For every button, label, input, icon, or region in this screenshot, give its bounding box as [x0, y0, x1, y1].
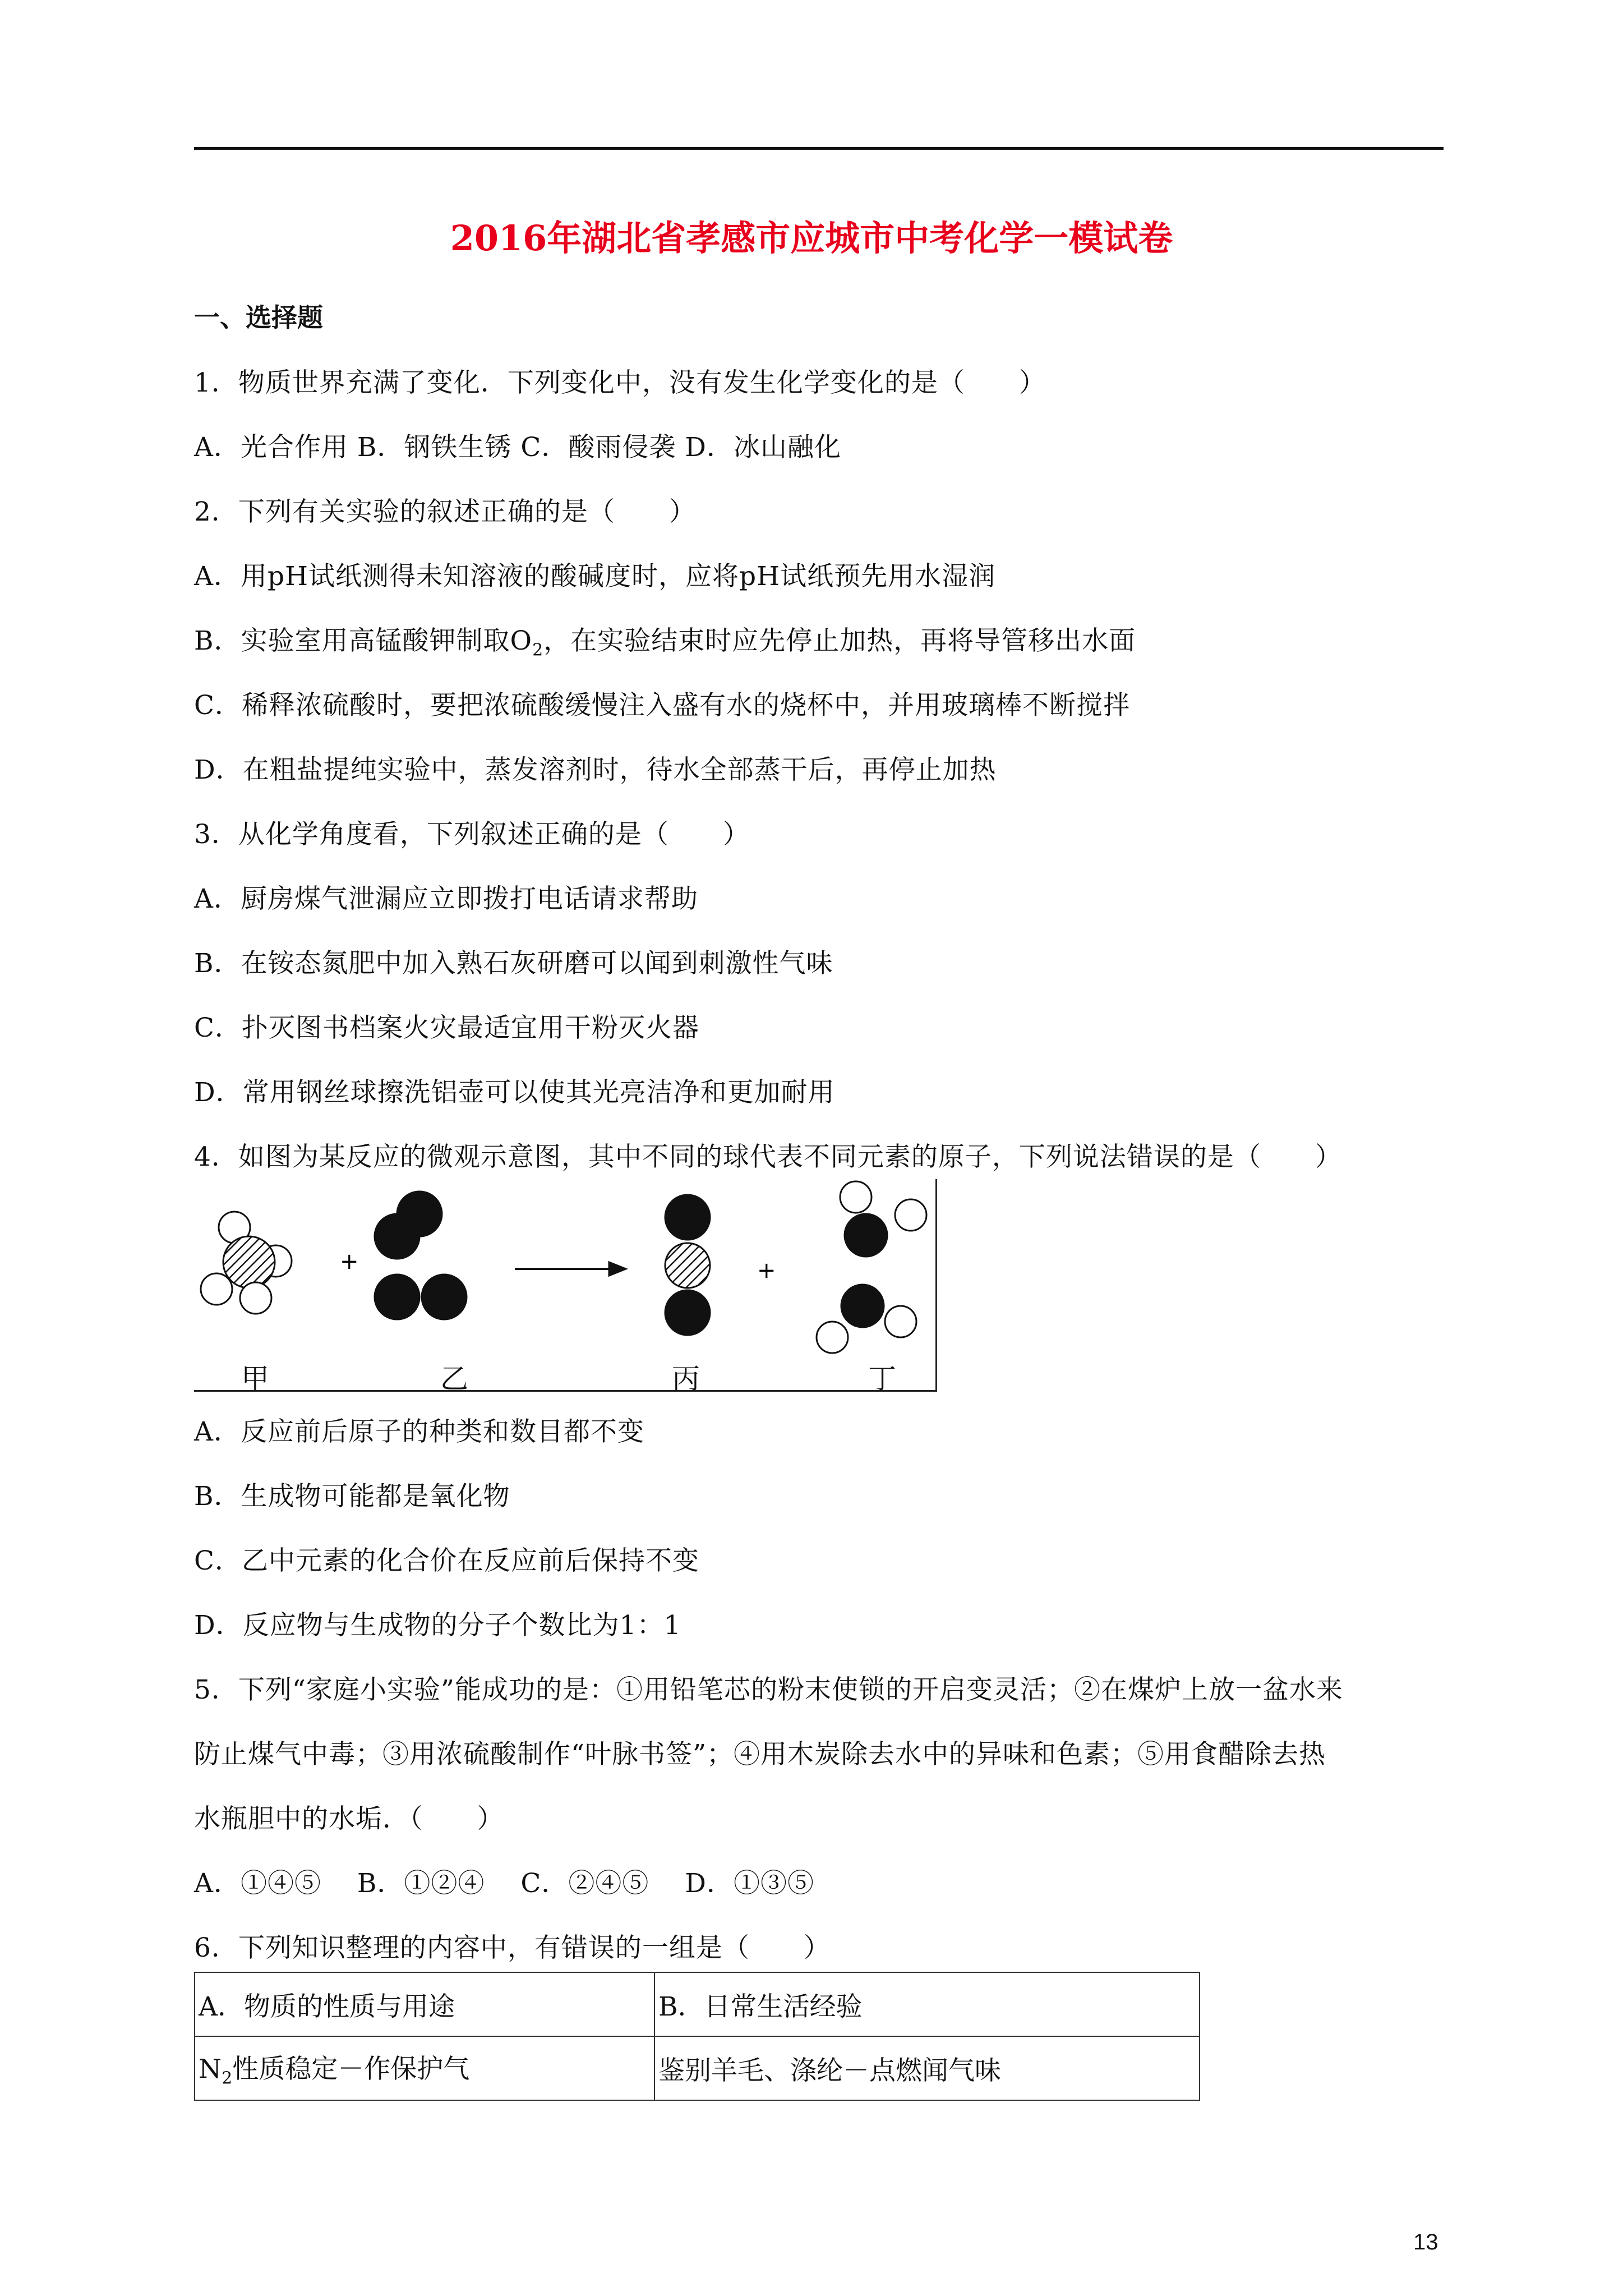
question-2-option-b: B．实验室用高锰酸钾制取$O_2$，在实验结束时应先停止加热，再将导管移出水面 — [194, 625, 1136, 660]
table-cell: A．物质的性质与用途 — [195, 1972, 654, 2036]
question-1-options: A．光合作用 B．钢铁生锈 C．酸雨侵袭 D．冰山融化 — [194, 432, 841, 463]
header-rule — [194, 147, 1444, 150]
knowledge-table — [194, 1972, 1200, 2101]
question-5-line-3: 水瓶胆中的水垢．（ ） — [194, 1803, 504, 1834]
question-2: 2．下列有关实验的叙述正确的是（ ） — [194, 496, 696, 527]
question-3: 3．从化学角度看，下列叙述正确的是（ ） — [194, 819, 750, 850]
table-row — [195, 2036, 1200, 2100]
question-4-option-b: B．生成物可能都是氧化物 — [194, 1481, 510, 1512]
question-3-option-a: A．厨房煤气泄漏应立即拨打电话请求帮助 — [194, 884, 698, 914]
table-cell: $N_2$性质稳定－作保护气 — [195, 2036, 654, 2100]
page-number: 13 — [1413, 2230, 1438, 2254]
question-2-option-d: D．在粗盐提纯实验中，蒸发溶剂时，待水全部蒸干后，再停止加热 — [194, 754, 997, 785]
question-5-options: A．①④⑤ B．①②④ C．②④⑤ D．①③⑤ — [194, 1868, 814, 1899]
molecule-jia — [201, 1212, 292, 1314]
molecule-yi — [375, 1191, 467, 1319]
table-row — [195, 1972, 1200, 2036]
figure-label-bing: 丙 — [672, 1363, 700, 1395]
molecule-bing — [665, 1195, 710, 1335]
question-5-line-1: 5．下列“家庭小实验”能成功的是：①用铅笔芯的粉末使锁的开启变灵活；②在煤炉上放一盆水来 — [194, 1674, 1343, 1705]
table-cell: B．日常生活经验 — [654, 1972, 1200, 2036]
plus-sign-1: + — [340, 1249, 359, 1274]
figure-label-ding: 丁 — [868, 1363, 896, 1395]
question-3-option-b: B．在铵态氮肥中加入熟石灰研磨可以闻到刺激性气味 — [194, 948, 833, 979]
question-4: 4．如图为某反应的微观示意图，其中不同的球代表不同元素的原子，下列说法错误的是（ ） — [194, 1142, 1342, 1172]
question-4-option-a: A．反应前后原子的种类和数目都不变 — [194, 1416, 644, 1447]
question-1: 1．物质世界充满了变化．下列变化中，没有发生化学变化的是（ ） — [194, 367, 1046, 398]
question-2-option-a: A．用pH试纸测得未知溶液的酸碱度时，应将pH试纸预先用水湿润 — [194, 561, 996, 592]
page-title: 2016年湖北省孝感市应城市中考化学一模试卷 — [450, 218, 1173, 259]
question-4-option-c: C．乙中元素的化合价在反应前后保持不变 — [194, 1545, 699, 1576]
reaction-diagram — [194, 1179, 937, 1392]
figure-label-yi: 乙 — [440, 1363, 468, 1395]
question-3-option-c: C．扑灭图书档案火灾最适宜用干粉灭火器 — [194, 1013, 699, 1043]
plus-sign-2: + — [757, 1258, 776, 1283]
question-2-option-c: C．稀释浓硫酸时，要把浓硫酸缓慢注入盛有水的烧杯中，并用玻璃棒不断搅拌 — [194, 690, 1130, 721]
question-6: 6．下列知识整理的内容中，有错误的一组是（ ） — [194, 1932, 831, 1963]
question-4-option-d: D．反应物与生成物的分子个数比为1：1 — [194, 1610, 681, 1641]
molecule-ding — [817, 1181, 926, 1353]
table-cell: 鉴别羊毛、涤纶－点燃闻气味 — [654, 2036, 1200, 2100]
question-5-line-2: 防止煤气中毒；③用浓硫酸制作“叶脉书签”；④用木炭除去水中的异味和色素；⑤用食醋除去热 — [194, 1739, 1326, 1770]
figure-label-jia: 甲 — [241, 1363, 269, 1395]
section-heading: 一、选择题 — [194, 302, 323, 333]
question-3-option-d: D．常用钢丝球擦洗铝壶可以使其光亮洁净和更加耐用 — [194, 1077, 835, 1108]
